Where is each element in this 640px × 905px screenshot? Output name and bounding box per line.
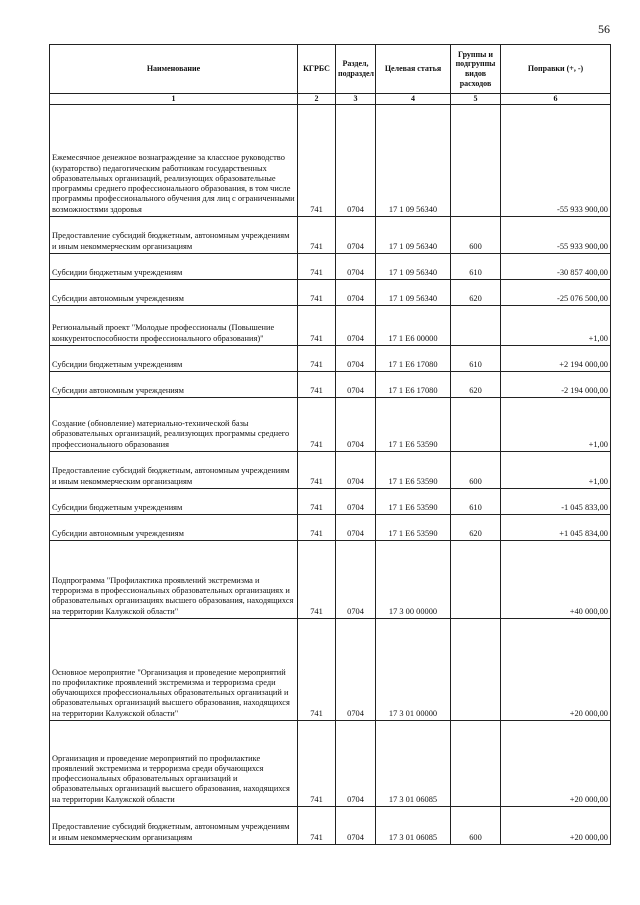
row-group: 610 bbox=[451, 488, 501, 514]
row-target: 17 1 Е6 00000 bbox=[376, 305, 451, 345]
row-razdel: 0704 bbox=[336, 514, 376, 540]
table-row bbox=[50, 253, 611, 279]
row-change: +1,00 bbox=[501, 397, 611, 451]
row-kgrbs: 741 bbox=[298, 514, 336, 540]
row-kgrbs: 741 bbox=[298, 371, 336, 397]
row-razdel: 0704 bbox=[336, 216, 376, 253]
row-name: Субсидии автономным учреждениям bbox=[50, 514, 298, 540]
header-change: Поправки (+, -) bbox=[501, 45, 611, 94]
row-razdel: 0704 bbox=[336, 806, 376, 844]
row-group: 620 bbox=[451, 514, 501, 540]
row-change: +1,00 bbox=[501, 451, 611, 488]
column-number: 1 bbox=[50, 94, 298, 105]
row-group: 610 bbox=[451, 253, 501, 279]
row-name: Создание (обновление) материально-технической базы образовательных организаций, реализующих программы среднего профессионального образования bbox=[50, 397, 298, 451]
row-razdel: 0704 bbox=[336, 371, 376, 397]
row-name: Субсидии бюджетным учреждениям bbox=[50, 345, 298, 371]
table-row bbox=[50, 514, 611, 540]
row-group bbox=[451, 305, 501, 345]
row-name: Субсидии автономным учреждениям bbox=[50, 371, 298, 397]
table-row bbox=[50, 345, 611, 371]
table-header-row bbox=[50, 45, 611, 94]
row-target: 17 1 Е6 53590 bbox=[376, 451, 451, 488]
row-kgrbs: 741 bbox=[298, 345, 336, 371]
row-group bbox=[451, 104, 501, 216]
row-kgrbs: 741 bbox=[298, 253, 336, 279]
table-row bbox=[50, 216, 611, 253]
row-kgrbs: 741 bbox=[298, 488, 336, 514]
table-row bbox=[50, 488, 611, 514]
row-razdel: 0704 bbox=[336, 451, 376, 488]
table-row bbox=[50, 451, 611, 488]
row-change: +1 045 834,00 bbox=[501, 514, 611, 540]
table-row bbox=[50, 279, 611, 305]
header-razdel: Раздел, подраздел bbox=[336, 45, 376, 94]
row-razdel: 0704 bbox=[336, 253, 376, 279]
row-group: 610 bbox=[451, 345, 501, 371]
column-number-row bbox=[50, 94, 611, 105]
column-number: 3 bbox=[336, 94, 376, 105]
row-name: Подпрограмма "Профилактика проявлений экстремизма и терроризма в профессиональных образовательных организациях и образовательных организациях высшего образования, находящихся на территории Калужской области" bbox=[50, 540, 298, 618]
column-number: 2 bbox=[298, 94, 336, 105]
row-name: Ежемесячное денежное вознаграждение за классное руководство (кураторство) педагогическим работникам государственных образовательных организаций, реализующих образовательные программы среднего профессионального образования, в том числе программы профессионального обучения для лиц с ограниченными возможностями здоровья bbox=[50, 104, 298, 216]
row-razdel: 0704 bbox=[336, 279, 376, 305]
row-kgrbs: 741 bbox=[298, 618, 336, 720]
row-change: +20 000,00 bbox=[501, 720, 611, 806]
row-target: 17 1 09 56340 bbox=[376, 104, 451, 216]
row-name: Региональный проект "Молодые профессионалы (Повышение конкурентоспособности профессионального образования)" bbox=[50, 305, 298, 345]
row-group bbox=[451, 618, 501, 720]
row-kgrbs: 741 bbox=[298, 540, 336, 618]
table-row bbox=[50, 371, 611, 397]
row-kgrbs: 741 bbox=[298, 451, 336, 488]
row-group: 600 bbox=[451, 451, 501, 488]
row-target: 17 3 01 06085 bbox=[376, 720, 451, 806]
row-target: 17 1 Е6 53590 bbox=[376, 488, 451, 514]
row-razdel: 0704 bbox=[336, 345, 376, 371]
row-change: -1 045 833,00 bbox=[501, 488, 611, 514]
row-kgrbs: 741 bbox=[298, 397, 336, 451]
row-target: 17 1 Е6 53590 bbox=[376, 397, 451, 451]
row-group bbox=[451, 397, 501, 451]
header-target: Целевая статья bbox=[376, 45, 451, 94]
row-razdel: 0704 bbox=[336, 397, 376, 451]
row-target: 17 1 Е6 17080 bbox=[376, 345, 451, 371]
row-group bbox=[451, 720, 501, 806]
row-name: Основное мероприятие "Организация и проведение мероприятий по профилактике проявлений экстремизма и терроризма среди обучающихся профессиональных образовательных организаций и образовательных организаций высшего образования, находящихся на территории Калужской области" bbox=[50, 618, 298, 720]
row-target: 17 3 00 00000 bbox=[376, 540, 451, 618]
table-row bbox=[50, 618, 611, 720]
row-razdel: 0704 bbox=[336, 488, 376, 514]
row-name: Предоставление субсидий бюджетным, автономным учреждениям и иным некоммерческим организациям bbox=[50, 451, 298, 488]
row-razdel: 0704 bbox=[336, 720, 376, 806]
table-row bbox=[50, 104, 611, 216]
row-kgrbs: 741 bbox=[298, 720, 336, 806]
row-kgrbs: 741 bbox=[298, 305, 336, 345]
row-change: +1,00 bbox=[501, 305, 611, 345]
row-name: Предоставление субсидий бюджетным, автономным учреждениям и иным некоммерческим организациям bbox=[50, 806, 298, 844]
row-name: Организация и проведение мероприятий по профилактике проявлений экстремизма и терроризма среди обучающихся профессиональных образовательных организаций и образовательных организаций высшего образования, находящихся на территории Калужской области bbox=[50, 720, 298, 806]
row-change: -55 933 900,00 bbox=[501, 216, 611, 253]
row-change: -30 857 400,00 bbox=[501, 253, 611, 279]
row-group: 620 bbox=[451, 371, 501, 397]
table-row bbox=[50, 540, 611, 618]
row-name: Субсидии бюджетным учреждениям bbox=[50, 488, 298, 514]
header-kgrbs: КГРБС bbox=[298, 45, 336, 94]
row-razdel: 0704 bbox=[336, 618, 376, 720]
column-number: 6 bbox=[501, 94, 611, 105]
row-change: +20 000,00 bbox=[501, 806, 611, 844]
row-name: Субсидии бюджетным учреждениям bbox=[50, 253, 298, 279]
row-name: Предоставление субсидий бюджетным, автономным учреждениям и иным некоммерческим организациям bbox=[50, 216, 298, 253]
table-row bbox=[50, 806, 611, 844]
row-change: +20 000,00 bbox=[501, 618, 611, 720]
row-kgrbs: 741 bbox=[298, 806, 336, 844]
row-kgrbs: 741 bbox=[298, 279, 336, 305]
row-group: 620 bbox=[451, 279, 501, 305]
row-group bbox=[451, 540, 501, 618]
row-change: -2 194 000,00 bbox=[501, 371, 611, 397]
row-change: -25 076 500,00 bbox=[501, 279, 611, 305]
column-number: 4 bbox=[376, 94, 451, 105]
row-change: -55 933 900,00 bbox=[501, 104, 611, 216]
row-kgrbs: 741 bbox=[298, 216, 336, 253]
column-number: 5 bbox=[451, 94, 501, 105]
budget-table bbox=[49, 44, 611, 845]
table-row bbox=[50, 305, 611, 345]
row-target: 17 1 09 56340 bbox=[376, 216, 451, 253]
row-target: 17 1 09 56340 bbox=[376, 253, 451, 279]
row-change: +40 000,00 bbox=[501, 540, 611, 618]
row-change: +2 194 000,00 bbox=[501, 345, 611, 371]
row-target: 17 3 01 06085 bbox=[376, 806, 451, 844]
row-group: 600 bbox=[451, 216, 501, 253]
row-razdel: 0704 bbox=[336, 305, 376, 345]
table-row bbox=[50, 397, 611, 451]
header-group: Группы и подгруппы видов расходов bbox=[451, 45, 501, 94]
row-kgrbs: 741 bbox=[298, 104, 336, 216]
row-target: 17 1 09 56340 bbox=[376, 279, 451, 305]
row-target: 17 1 Е6 17080 bbox=[376, 371, 451, 397]
row-name: Субсидии автономным учреждениям bbox=[50, 279, 298, 305]
row-target: 17 3 01 00000 bbox=[376, 618, 451, 720]
row-razdel: 0704 bbox=[336, 104, 376, 216]
row-razdel: 0704 bbox=[336, 540, 376, 618]
page-number: 56 bbox=[598, 22, 610, 36]
row-target: 17 1 Е6 53590 bbox=[376, 514, 451, 540]
table-row bbox=[50, 720, 611, 806]
row-group: 600 bbox=[451, 806, 501, 844]
header-name: Наименование bbox=[50, 45, 298, 94]
